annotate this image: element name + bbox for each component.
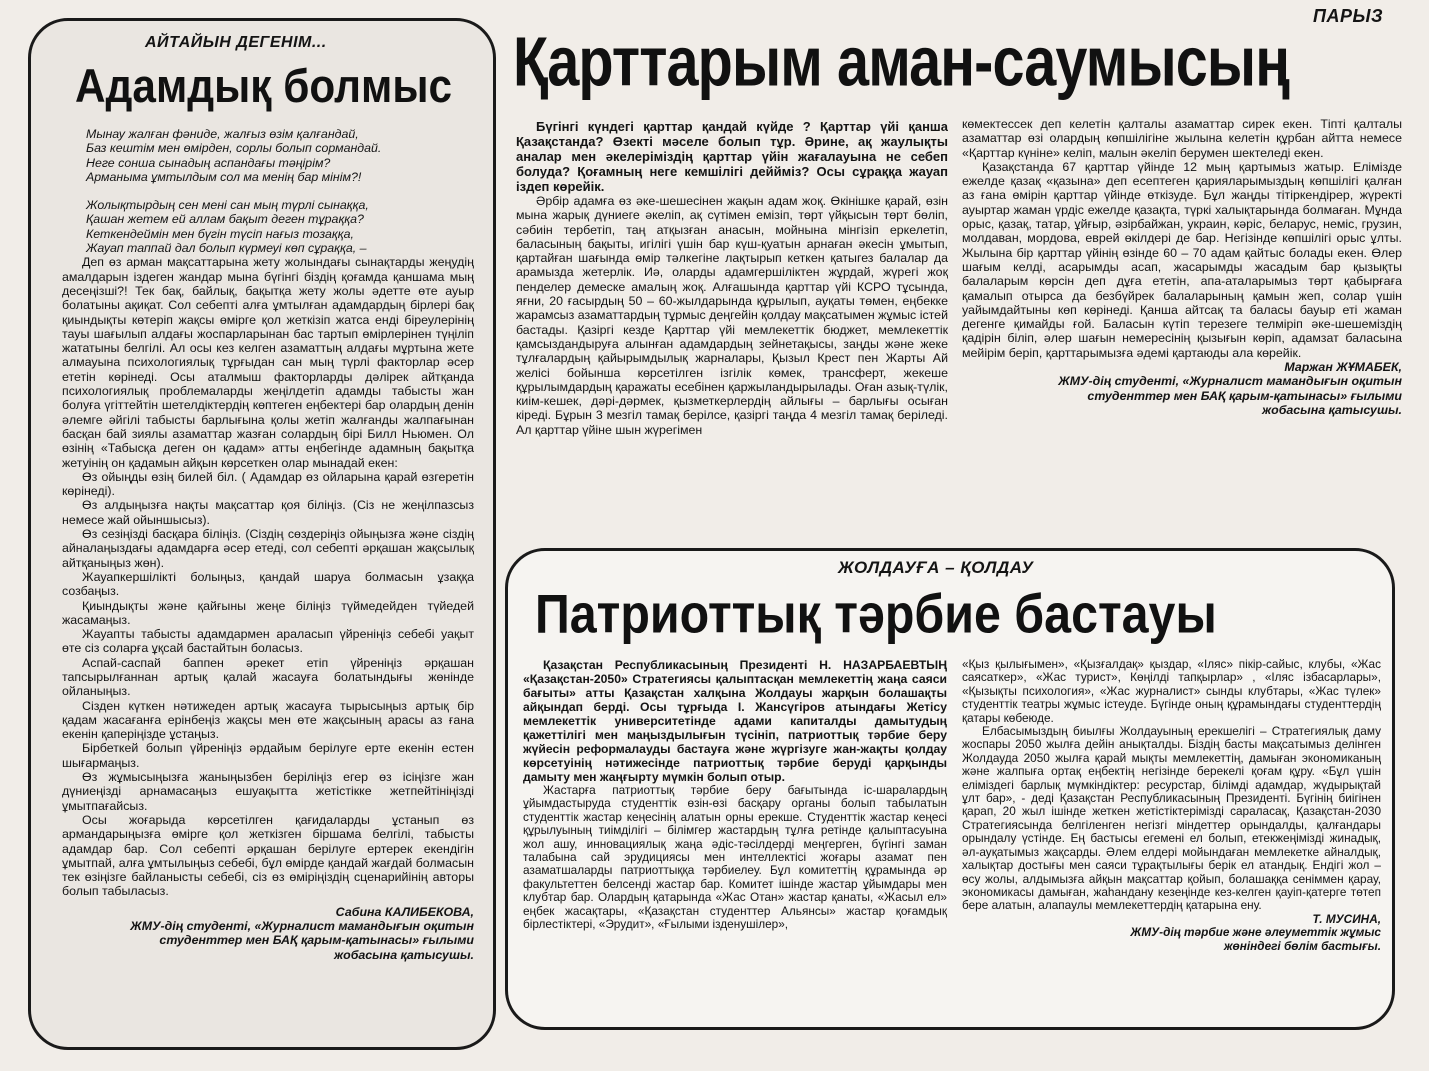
paragraph: Аспай-саспай баппен әрекет етіп үйреніңіз әрқашан тапсырылғаннан артық қалай жасауға болатындығы жөнінде ойланыңыз.: [62, 655, 474, 699]
left-rubric: АЙТАЙЫН ДЕГЕНІМ...: [145, 34, 327, 51]
paragraph: Бірбеткей болып үйреніңіз әрдайым берілуге ерте екенін естен шығармаңыз.: [62, 741, 474, 770]
section-label: ПАРЫЗ: [1313, 6, 1384, 26]
paragraph: көмектессек деп келетін қалталы азаматтар сирек екен. Тіпті қалталы азаматтар өзі олардың көпшілігіне жылына келетін құрбан айтта немесе «Қарттар күніне» келіп, малын әкеліп берумен шектеледі екен.: [962, 117, 1402, 160]
left-article-body: [62, 127, 474, 1032]
paragraph: Елбасымыздың биылғы Жолдауының ерекшелігі – Стратегиялық даму жоспары 2050 жылға дейін анықталды. Біздің басты мақсатымыз делінген Жолдауда 2050 жылға қарай мықты мемлекеттің, дамыған экономиканың және жалпыға ортақ еңбектің негізінде берекелі қоғам құру. «Бұл үшін еліміздегі барлық мүмкіндіктер: ресурстар, білімді адамдар, жүдырықтай ұлт бар», - деді Қазақстан Республикасының Президенті. Бүгінің биігінен қарап, 20 жыл ішінде жеткен жетістіктерімізді сараласақ, Қазақстан-2030 Стратегиясында белгіленген негізгі міндеттер орындалды, қалғандары орындалу үстінде. Ең бастысы егемені ел болып, етекжеңімізді жинадық, әл-ауқатымыз жақсарды. Әлем елдері мойындаған мемлекетке айналдық, халықтар достығы мен саяси тұрақтылығы берік ел атандық. Ендігі жол – өсу жолы, алдымызға айқын мақсаттар қойып, болашаққа сеніммен қарау, экономикасы дамыған, жаһандану кезеңінде кез-келген қауіп-қатерге төтеп бере алатын, алапаулы мемлекеттердің қатарына ену.: [962, 724, 1381, 913]
paragraph: Осы жоғарыда көрсетілген қағидаларды ұстанып өз армандарыңызға өмірге қол жеткізген біршама белгілі, табысты адамдар бар. Сол себепті әрқашан берілуге ертерек екендігін ұмытпай, алға ұмтылыңыз себебі, бұл өмірде қандай жағдай болмасын тек өзіңізге байланысты себебі, сіз өз өміріңіздің сценарийінің авторы болып табыласыз.: [62, 812, 474, 899]
bottom-headline: Патриоттық тәрбие бастауы: [535, 584, 1217, 645]
poem-line: Жауап таппай дал болып күрмеуі көп сұраққа, –: [86, 241, 367, 256]
paragraph: Өз жұмысыңызға жаныңызбен беріліңіз егер өз ісіңізге жан дүниеңізді арнамасаңыз ешуақытта жетістікке жетпейтініңізді ұмытпағайсыз.: [62, 770, 474, 813]
bottom-rubric: ЖОЛДАУҒА – ҚОЛДАУ: [838, 558, 1034, 577]
paragraph: Сізден күткен нәтижеден артық жасауға тырысыңыз артық бір қадам жасағанға ерінбеңіз жақсы мен өте жақсының арасы аз ғана екенін қаперіңізде ұстаңыз.: [62, 698, 474, 742]
paragraph: Деп өз арман мақсаттарына жету жолындағы сынақтарды жеңудің амалдарын іздеген жандар мына бүгінгі біздің қоғамда қаншама мың десеңізші?! Тек бақ, байлық, бақытқа жету жолы әдетте өте ауыр болатыны ақиқат. Сол себепті алға ұмтылған адамдардың бірлері бақ қиындықты көтеріп жақсы өмірге қол жеткізіп жатса енді біреулерінің тауы шағылып алдағы жоспарларынан бас тартып өмірлерінен түңіліп жататыны белгілі. Ал осы кез келген азаматтың алдағы мұртына жете алмауына психологиялық тұрғыдан сан мың түрлі факторлар әсер ететін көрінеді. Осы аталмыш факторларды дәлірек айтқанда психологиялық проблемаларды жеңілдетіп адамды табысты жан болуға үгіттейтін шетелдіктердің көптеген еңбектері бар олардың денін әлемге әйгілі табысты барлығына қолы жетіп жалғанды жалпағынан басқан бай зиялы азаматтар жазған солардың бірі Билл Ньюмен. Ол өзінің «Табысқа деген он қадам» атты еңбегінде адамның бақытқа жетуінің он қадамын айқын көрсеткен олар мынадай екен:: [62, 255, 474, 470]
paragraph: Жауапкершілікті болыңыз, қандай шаруа болмасын ұзаққа созбаңыз.: [62, 569, 474, 599]
paragraph: Жауапты табысты адамдармен араласып үйреніңіз себебі уақыт өте сіз соларға ұқсай бастайтын боласыз.: [62, 627, 474, 656]
top-headline: Қарттарым аман-саумысың: [513, 23, 1290, 101]
poem-line: Жолықтырдың сен мені сан мың түрлі сынаққа,: [86, 198, 369, 213]
top-article-col1: [516, 119, 948, 527]
paragraph: Әрбір адамға өз әке-шешесінен жақын адам жоқ. Өкінішке қарай, өзін мына жарық дүниеге әкеліп, ақ сүтімен емізіп, төрт үйқысын төрт бөліп, сәбиін тербетіп, таң атқызған анасын, мойнына мінгізіп еркелетіп, баласының бақыты, игілігі үшін бар күш-қуатын арнаған әкесін ұмытып, қартайған шағында өмір тәлкегіне лақтырып кеткен қатыгез балалар да арамызда жетерлік. Иә, оларды адамгершіліктен жұрдай, жүрегі жоқ пенделер демеске амалың жоқ. Алғашында қарттар үйі КСРО тұсында, яғни, 20 ғасырдың 50 – 60-жылдарында құрылып, ауқаты төмен, еңбекке жарамсыз азаматтардың тұрмыс деңгейін қолдау мақсатымен жұмыс істей бастады. Қазіргі кезде Қарттар үйі мемлекеттік бюджет, мемлекеттік қамсыздандыруға алынған адамдардың зейнетақысы, заңды және жеке тұлғалардың қайырымдылық жарналары, Қызыл Крест пен Жарты Ай желісі бойынша көрсетілген ізгілік көмек, трансферт, жекеше құрылымдардың қаражаты есебінен қаржыландырылады. Оған азық-түлік, киім-кешек, дәрі-дәрмек, қызметкерлердің айлығы – барлығы осыған кіреді. Бұрын 3 мезгіл тамақ берілсе, қазіргі таңда 4 мезгіл тамақ беріледі. Ал қарттар үйіне шын жүрегімен: [516, 194, 948, 437]
author-note: ЖМУ-дің тәрбие және әлеуметтік жұмыс жөніндегі бөлім бастығы.: [1130, 925, 1381, 953]
poem-line: Арманыма ұмтылдым сол ма менің бар мінім?!: [86, 169, 362, 184]
left-headline: Адамдық болмыс: [75, 59, 453, 113]
poem-line: Кеткендеймін мен бүгін түсіп нағыз тозаққа,: [86, 226, 354, 241]
poem-line: Мынау жалған фәниде, жалғыз өзім қалғандай,: [86, 127, 359, 141]
paragraph: Өз алдыңызға нақты мақсаттар қоя біліңіз. (Сіз не жеңілпазсыз немесе жай ойыншысыз).: [62, 498, 474, 527]
paragraph: «Қыз қылығымен», «Қызғалдақ» қыздар, «Іляс» пікір-сайыс, клубы, «Жас саясаткер», «Жас турист», Көңілді тапқырлар» , «Іляс ізбасарлары», «Қызықты психология», «Жас журналист» сынды клубтары, «Жас түлек» студенттік театры жұмыс істеуде. Бүгінде оның құрамындағы студенттердің қатары көбеюде.: [962, 658, 1381, 725]
lead-paragraph: Бүгінгі күндегі қарттар қандай күйде ? Қарттар үйі қанша Қазақстанда? Өзекті мәселе болып тұр. Әрине, ақ жаулықты аналар мен әкелеріміздің қарттар үйін жағалауына не себеп болуда? Қоғамның неге кемшілігі деййміз? Осы сұраққа жауап іздеп көрейік.: [516, 119, 948, 194]
lead-paragraph: Қазақстан Республикасының Президенті Н. НАЗАРБАЕВТЫҢ «Қазақстан-2050» Стратегиясы қалыптасқан мемлекеттің жаңа саяси бағыты» атты Қазақстан халқына Жолдауы жарқын болашақты айқындап берді. Осы тұрғыда І. Жансүгіров атындағы Жетісу мемлекеттік университетінде адами капиталды дамытудың қажеттілігі мен маңыздылығын түсініп, патриоттық тәрбие беру жүйесін реформалауды бастауға және жүргізуге жан-жақты қолдау көрсетуінің нәтижесінде патриоттық тәрбие беруді қарқынды дамыту мен жаңғырту мүмкін болып отыр.: [523, 658, 947, 784]
bottom-article-col2: [962, 658, 1381, 1018]
paragraph: Қиындықты және қайғыны жеңе біліңіз түймедейден түйедей жасамаңыз.: [62, 598, 474, 627]
author-name: Маржан ЖҰМАБЕК,: [1284, 360, 1402, 375]
paragraph: Жастарға патриоттық тәрбие беру бағытында іс-шаралардың ұйымдастыруда студенттік өзін-өзі басқару органы болып табылатын студенттік жастар кеңесінің алатын орны ерекше. Студенттік жастар кеңесі құрылуының тиімділігі – білімгер жастардың тұлға ретінде қалыптасуына жол ашу, инновациялық жаңа әдіс-тәсілдерді меңгерген, бүгінгі заман талабына сай эрудициясы мен интеллектісі жоғары азамат пен азаматшаларды патриоттыққа тәрбиелеу. Бұл комитеттің құрамында әр факультеттен белсенді жастар бар. Комитет ішінде жастар ұйымдары мен клубтар бар. Олардың қатарында «Жас Отан» жастар қанаты, «Жасыл ел» еңбек жасақтары, «Қазақстан студенттер Альянсы» жастар қоғамдық бірлестіктері, «Эрудит», «Ғылыми ізденушілер»,: [523, 783, 947, 932]
author-note: ЖМУ-дің студенті, «Журналист мамандығын оқитын студенттер мен БАҚ қарым-қатынасы» ғылыми жобасына қатысушы.: [130, 919, 474, 962]
poem-line: Баз кештім мен өмірден, сорлы болып сормандай.: [86, 141, 382, 156]
bottom-article-col1: [523, 658, 947, 1018]
author-note: ЖМУ-дің студенті, «Журналист мамандығын оқитын студенттер мен БАҚ қарым-қатынасы» ғылыми жобасына қатысушы.: [1058, 374, 1402, 417]
paragraph: Өз сезіңізді басқара біліңіз. (Сіздің сөздеріңіз ойыңызға және сіздің айналаңыздағы адамдарға әсер етеді, сол себепті әрқашан жақсылық айтқаныңыз жөн).: [62, 527, 474, 570]
poem-line: Неге сонша сынадың аспандағы тәңірім?: [86, 155, 331, 170]
author-name: Т. МУСИНА,: [1312, 911, 1381, 926]
poem-line: Қашан жетем ей аллам бақыт деген тұраққа?: [86, 212, 364, 227]
top-article-col2: [962, 117, 1402, 525]
paragraph: Қазақстанда 67 қарттар үйінде 12 мың қартымыз жатыр. Елімізде ежелде қазақ «қазына» деп есептеген қарияларымыздың көпшілігі қалған аз ғана өмірін қарттар үйінде өткізуде. Бұл жаңды тітіркендірер, жүректі ауыртар жаман үрдіс ежелде қазақта, түркі халықтарында болмаған. Мұнда орыс, қазақ, татар, ұйғыр, әзірбайжан, украин, кәріс, беларус, неміс, грузин, молдаван, мордова, еврей өкілдері де бар. Негізінде көпшілігі орыс ұлты. Жылына бір қарттар үйінің өзінде 60 – 70 адам қайтыс болады екен. Өлер шағым келді, асарымды асап, жасарымды жасадым бар қызықты балаларым көрсін деп дұға ететін, апа-аталарымыз төрт қабырғаға қамалып отырса да безбүйрек балаларының қамын жеп, солар үшін уайымдайтыны көп көрінеді. Қанша айтсақ та баласы бауыр еті жаман дегенге қимайды ғой. Баласын күтіп терезеге телміріп әке-шешеміздің қадірін біліп, әлер шағын немересінің қызығын көріп, адамзат баласына мейірім беріп, қарттарымызға әдемі қартаюды ала көрейік.: [962, 159, 1402, 360]
author-name: Сабина КАЛИБЕКОВА,: [335, 904, 474, 919]
paragraph: Өз ойыңды өзің билей біл. ( Адамдар өз ойларына қарай өзгеретін көрінеді).: [62, 469, 474, 499]
